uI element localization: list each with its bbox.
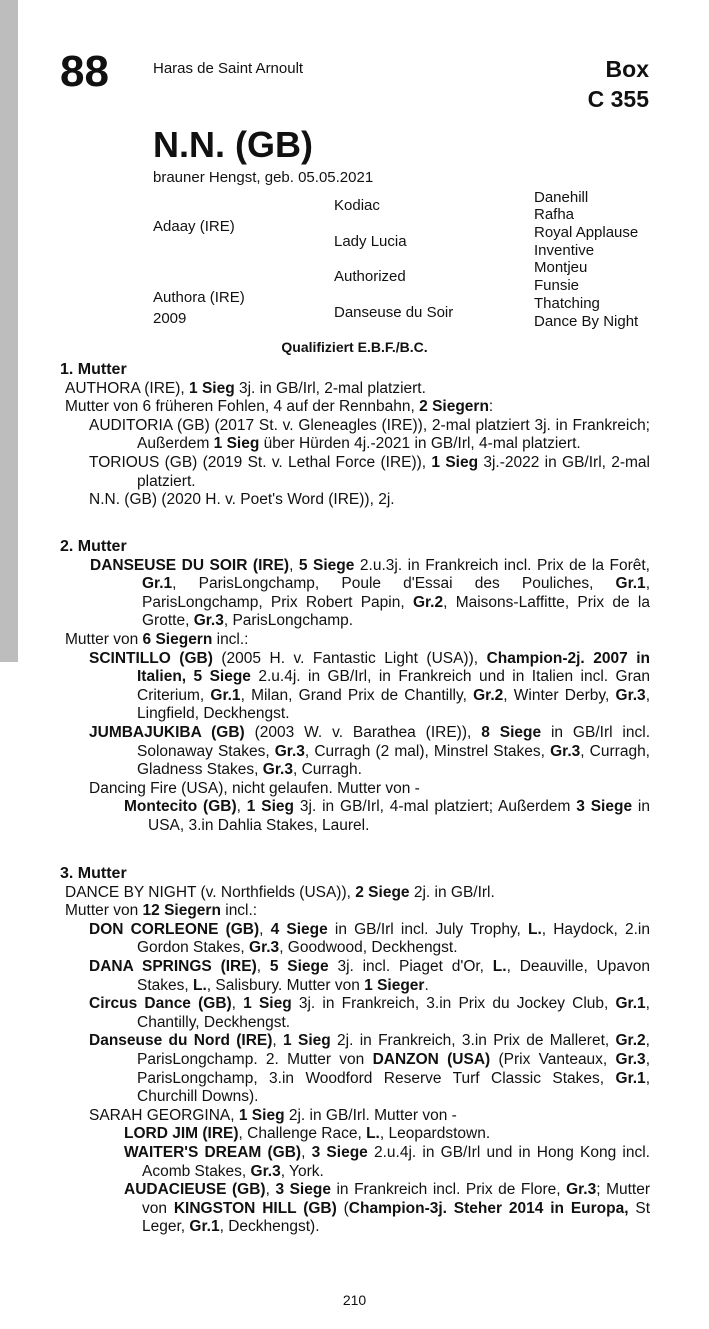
pedigree-entry: DANSEUSE DU SOIR (IRE), 5 Siege 2.u.3j. in Frankreich incl. Prix de la Forêt, Gr.1, ParisLongchamp, Poule d'Essai des Pouliches, Gr.1, ParisLongchamp, Prix Robert Papin, Gr.2, Maisons-Laffitte, Prix de la Grotte, Gr.3, ParisLongchamp. [90,556,650,630]
pedigree-entry: Mutter von 6 früheren Fohlen, 4 auf der Rennbahn, 2 Siegern: [65,398,494,416]
pedigree-entry: LORD JIM (IRE), Challenge Race, L., Leopardstown. [124,1125,491,1143]
page-number: 210 [342,1292,367,1308]
section-heading: 1. Mutter [60,361,127,378]
section-heading: 2. Mutter [60,538,127,555]
pedigree-entry: SARAH GEORGINA, 1 Sieg 2j. in GB/Irl. Mutter von - [89,1106,457,1124]
pedigree-dam: Authora (IRE) [153,289,245,306]
pedigree-gen2: Authorized [334,268,406,285]
pedigree-gen3: Dance By Night [534,313,639,330]
pedigree-gen3: Rafha [534,206,575,223]
lot-number: 88 [60,47,109,96]
pedigree-entry: AUDITORIA (GB) (2017 St. v. Gleneagles (IRE)), 2-mal platziert 3j. in Frankreich; Außerdem 1 Sieg über Hürden 4j.-2021 in GB/Irl, 4-mal platziert. [89,416,650,453]
section-lines [60,380,650,510]
box-label: Box [605,56,649,82]
pedigree-entry: AUDACIEUSE (GB), 3 Siege in Frankreich incl. Prix de Flore, Gr.3; Mutter von KINGSTON HILL (GB) (Champion-3j. Steher 2014 in Europa, St Leger, Gr.1, Deckhengst). [124,1181,651,1236]
pedigree-gen2: Lady Lucia [334,233,407,250]
section-lines [60,557,650,836]
pedigree-entry: DON CORLEONE (GB), 4 Siege in GB/Irl incl. July Trophy, L., Haydock, 2.in Gordon Stakes, Gr.3, Goodwood, Deckhengst. [89,920,650,957]
pedigree-entry: Circus Dance (GB), 1 Sieg 3j. in Frankreich, 3.in Prix du Jockey Club, Gr.1, Chantilly, Deckhengst. [89,995,650,1031]
qualification-note: Qualifiziert E.B.F./B.C. [281,339,428,355]
pedigree-entry: AUTHORA (IRE), 1 Sieg 3j. in GB/Irl, 2-mal platziert. [65,379,426,397]
pedigree-entry: Dancing Fire (USA), nicht gelaufen. Mutter von - [89,779,420,797]
pedigree-dam-year: 2009 [153,310,187,327]
pedigree-gen3: Danehill [534,189,589,206]
pedigree-entry: WAITER'S DREAM (GB), 3 Siege 2.u.4j. in GB/Irl und in Hong Kong incl. Acomb Stakes, Gr.3, York. [124,1143,650,1180]
pedigree-entry: SCINTILLO (GB) (2005 H. v. Fantastic Light (USA)), Champion-2j. 2007 in Italien, 5 Siege 2.u.4j. in GB/Irl, in Frankreich und in Italien incl. Gran Criterium, Gr.1, Milan, Grand Prix de Chantilly, Gr.2, Winter Derby, Gr.3, Lingfield, Deckhengst. [89,649,650,723]
pedigree-sire: Adaay (IRE) [153,218,235,235]
pedigree-entry: Mutter von 6 Siegern incl.: [65,630,249,648]
pedigree-gen2: Kodiac [334,197,380,214]
page-edge-bar [0,0,18,662]
pedigree-gen2: Danseuse du Soir [334,304,454,321]
section-third-dam [60,865,650,1237]
box-info [588,54,649,114]
pedigree-gen3: Montjeu [534,259,588,276]
pedigree-gen3: Thatching [534,295,600,312]
horse-description: brauner Hengst, geb. 05.05.2021 [153,169,374,186]
pedigree-entry: DANA SPRINGS (IRE), 5 Siege 3j. incl. Piaget d'Or, L., Deauville, Upavon Stakes, L., Salisbury. Mutter von 1 Sieger. [89,957,650,994]
pedigree-entry: Mutter von 12 Siegern incl.: [65,902,258,920]
box-number: C 355 [587,86,649,112]
pedigree-entry: JUMBAJUKIBA (GB) (2003 W. v. Barathea (IRE)), 8 Siege in GB/Irl incl. Solonaway Stakes, Gr.3, Curragh (2 mal), Minstrel Stakes, Gr.3, Curragh, Gladness Stakes, Gr.3, Curragh. [89,723,651,779]
section-lines [60,884,650,1237]
pedigree-entry: DANCE BY NIGHT (v. Northfields (USA)), 2 Siege 2j. in GB/Irl. [65,883,495,901]
horse-name: N.N. (GB) [153,124,313,165]
pedigree-entry: Danseuse du Nord (IRE), 1 Sieg 2j. in Frankreich, 3.in Prix de Malleret, Gr.2, ParisLongchamp. 2. Mutter von DANZON (USA) (Prix Vanteaux, Gr.3, ParisLongchamp, 3.in Woodford Reserve Turf Classic Stakes, Gr.1, Churchill Downs). [89,1032,650,1106]
section-second-dam [60,538,650,836]
pedigree-entry: Montecito (GB), 1 Sieg 3j. in GB/Irl, 4-mal platziert; Außerdem 3 Siege in USA, 3.in Dahlia Stakes, Laurel. [124,798,651,834]
section-heading: 3. Mutter [60,865,127,882]
pedigree-gen3: Royal Applause [534,224,639,241]
pedigree-gen3: Funsie [534,277,580,294]
pedigree-entry: N.N. (GB) (2020 H. v. Poet's Word (IRE)), 2j. [89,491,395,509]
pedigree-entry: TORIOUS (GB) (2019 St. v. Lethal Force (IRE)), 1 Sieg 3j.-2022 in GB/Irl, 2-mal platziert. [89,453,650,490]
pedigree-gen3: Inventive [534,242,595,259]
stud-name: Haras de Saint Arnoult [153,60,304,77]
section-first-dam [60,361,650,510]
